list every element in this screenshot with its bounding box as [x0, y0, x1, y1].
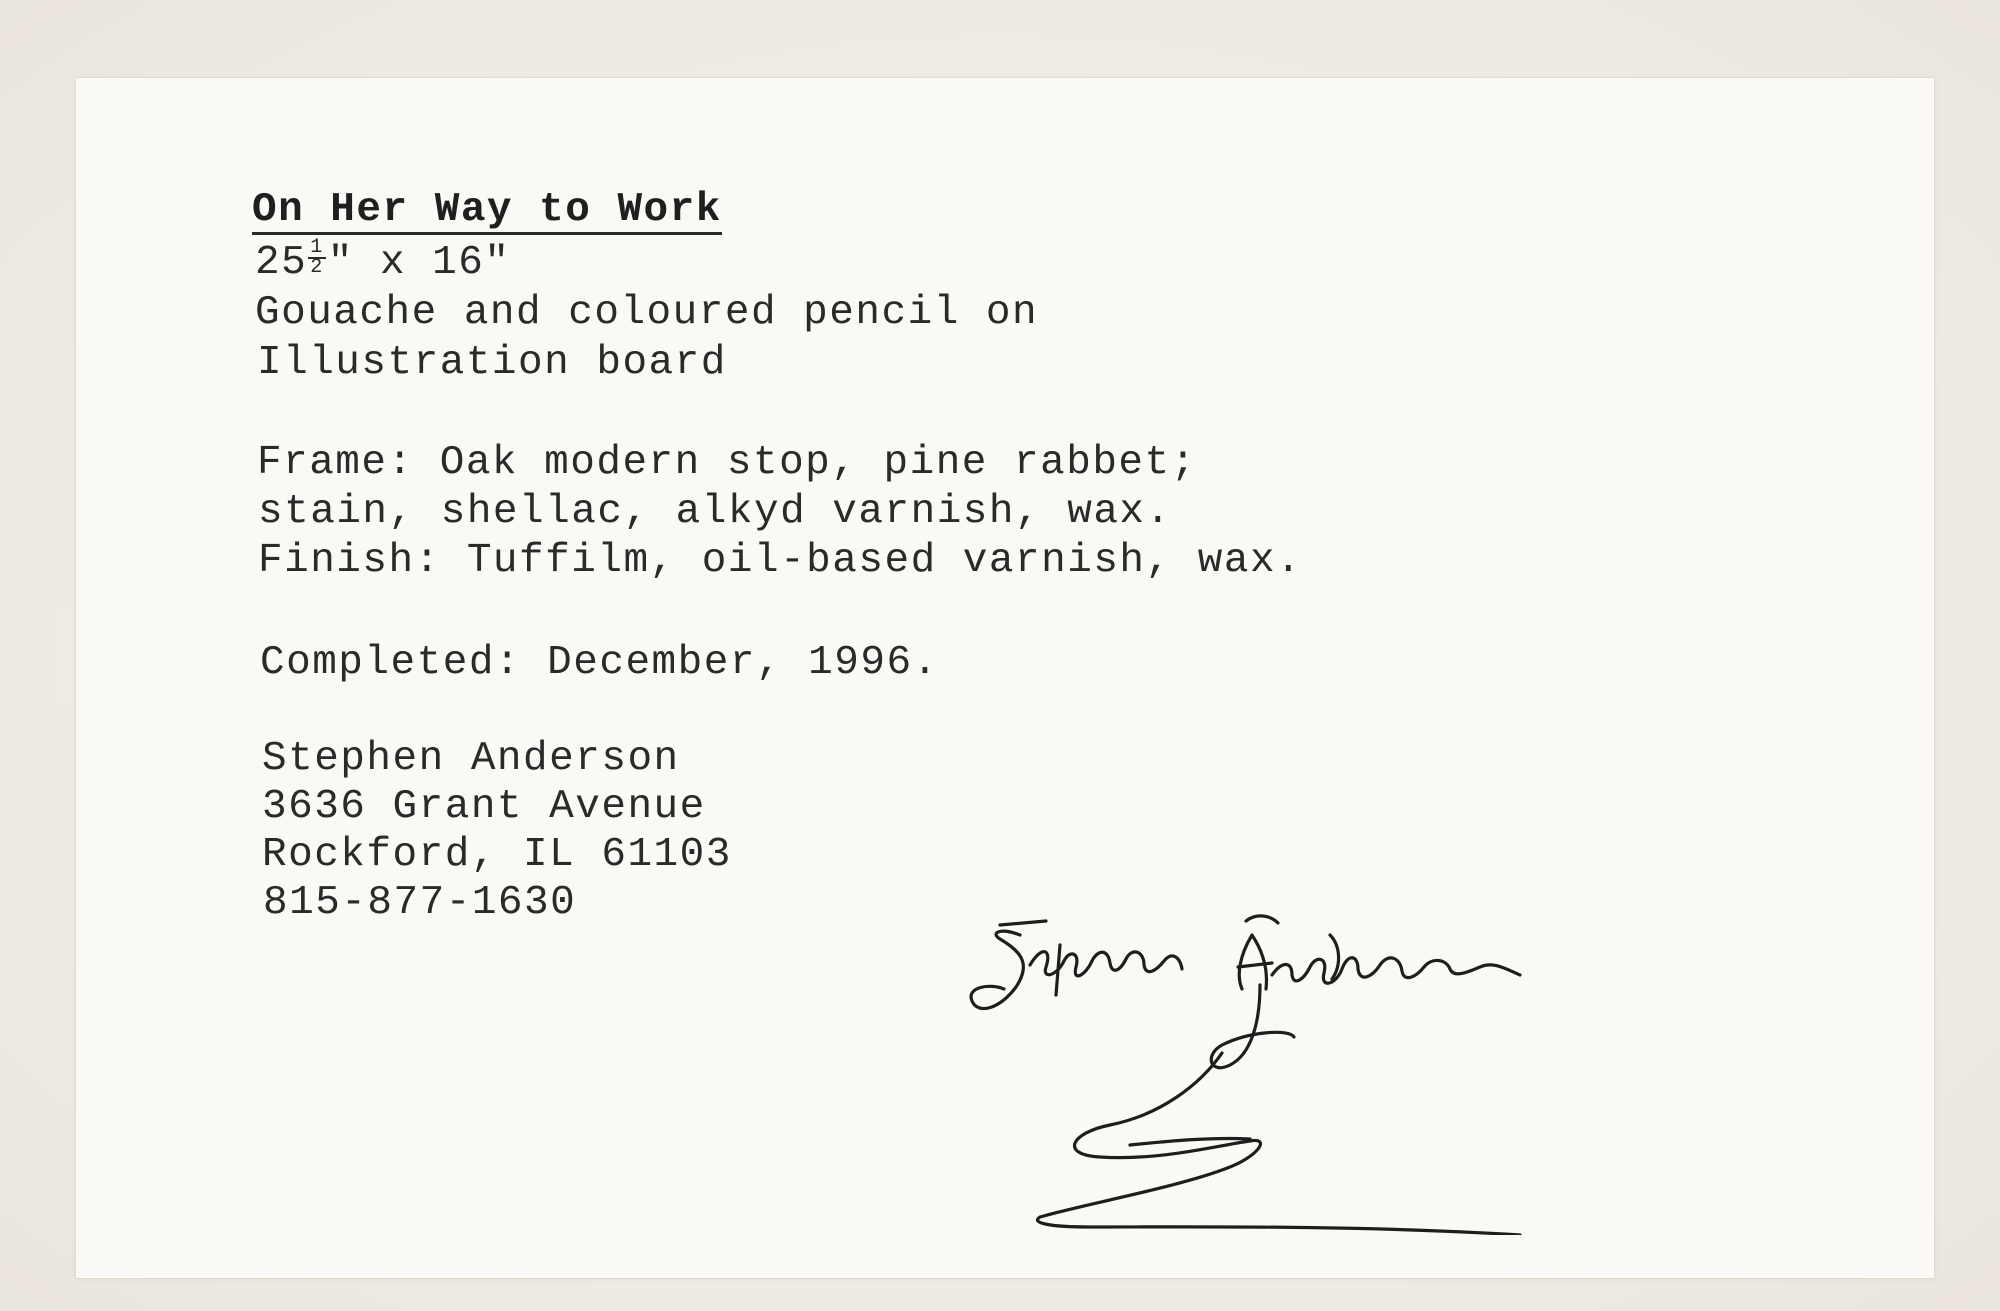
frame-line-1: Frame: Oak modern stop, pine rabbet;: [257, 440, 1197, 486]
city-line: Rockford, IL 61103: [262, 832, 732, 878]
finish-line: Finish: Tuffilm, oil-based varnish, wax.: [258, 538, 1303, 584]
fraction-numerator: 1: [310, 236, 324, 260]
medium-line-1: Gouache and coloured pencil on: [255, 290, 1039, 336]
artwork-title: On Her Way to Work: [252, 187, 722, 233]
handwritten-signature: [960, 905, 1760, 1235]
frame-line-2: stain, shellac, alkyd varnish, wax.: [258, 489, 1172, 535]
completed-line: Completed: December, 1996.: [260, 640, 939, 686]
dimensions-fraction: [308, 236, 326, 280]
medium-line-2: Illustration board: [257, 340, 727, 386]
dimensions-line: [255, 238, 510, 288]
dimensions-suffix: " x 16": [327, 240, 511, 286]
address-line: 3636 Grant Avenue: [262, 784, 706, 830]
dimensions-prefix: 25: [255, 240, 308, 286]
artist-name: Stephen Anderson: [262, 736, 680, 782]
phone-line: 815-877-1630: [263, 880, 577, 926]
fraction-denominator: 2: [310, 256, 324, 280]
